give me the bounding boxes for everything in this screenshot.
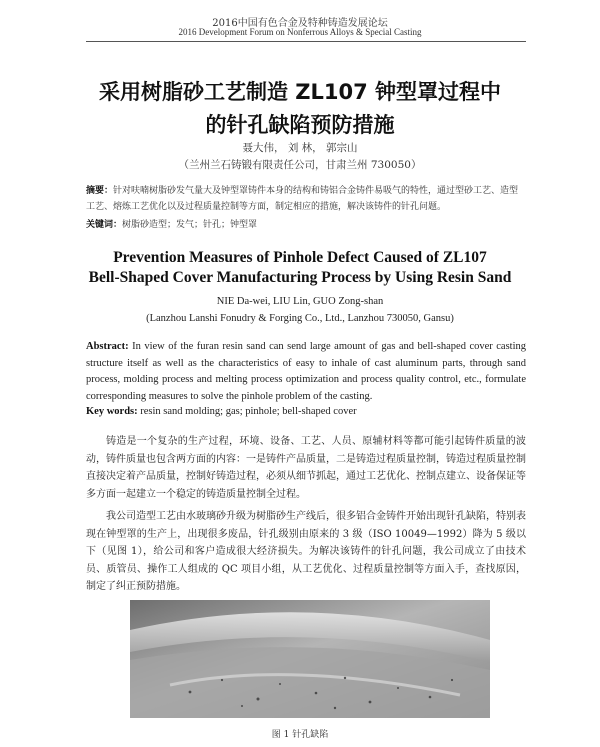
figure-caption: 图 1 针孔缺陷 <box>271 730 329 740</box>
cn-title-line2: 的针孔缺陷预防措施 <box>205 113 395 137</box>
en-abstract <box>86 339 526 405</box>
running-header-cn: 2016中国有色合金及特种铸造发展论坛 <box>212 18 388 29</box>
cn-abstract <box>86 183 526 215</box>
cn-keywords <box>86 217 526 230</box>
cn-abstract-text: 针对呋喃树脂砂发气量大及钟型罩铸件本身的结构和铸铝合金铸件易吸气的特性，通过型砂工艺、造型工艺、熔炼工艺优化以及过程质量控制等方面，制定相应的措施，解决该铸件的针孔问题。 <box>86 186 519 212</box>
en-authors: NIE Da-wei, LIU Lin, GUO Zong-shan <box>216 296 384 307</box>
cn-affiliation: （兰州兰石铸锻有限责任公司，甘肃兰州 730050） <box>178 159 422 171</box>
en-title-line1: Prevention Measures of Pinhole Defect Caused of ZL107 <box>113 249 487 266</box>
en-keywords-text: resin sand molding; gas; pinhole; bell-shaped cover <box>140 406 357 417</box>
cn-authors: 聂大伟， 刘 林， 郭宗山 <box>242 142 358 154</box>
cn-title-line1: 采用树脂砂工艺制造 ZL107 钟型罩过程中 <box>98 80 502 104</box>
header-rule <box>86 41 526 42</box>
body-paragraph-2: 我公司造型工艺由水玻璃砂升级为树脂砂生产线后，很多铝合金铸件开始出现针孔缺陷，特别表现在钟型罩的生产上，出现很多废品，针孔级别由原来的 3 级（ISO 10049—1992）降为 5 级以下（见图 1），给公司和客户造成很大经济损失。为解决该铸件的针孔问题，我公司成立了由技术员、质管员、操作工人组成的 QC 项目小组，从工艺优化、过程质量控制等方面入手，查找原因，制定了纠正预防措施。 <box>86 511 526 593</box>
en-abstract-label: Abstract: <box>86 341 129 352</box>
en-abstract-text: In view of the furan resin sand can send large amount of gas and bell-shaped cover casting structure itself as well as the characteristics of easy to inhale of cast aluminum parts, through sand process, molding process and melting process optimization and process quality control, etc., formulate corresponding measures to solve the pinhole problem of the casting. <box>86 341 526 402</box>
en-keywords-label: Key words: <box>86 406 138 417</box>
body-paragraph-1: 铸造是一个复杂的生产过程，环境、设备、工艺、人员、原辅材料等都可能引起铸件质量的波动，铸件质量也包含两方面的内容：一是铸件产品质量，二是铸造过程质量控制，铸造过程质量控制直接决定着产品质量，控制好铸造过程，必须从细节抓起，通过工艺优化、控制点建立、设备保证等多方面一起建立一个稳定的铸造质量控制全过程。 <box>86 436 526 500</box>
pinhole-photo-illustration <box>130 600 490 718</box>
cn-abstract-label: 摘要： <box>86 186 114 196</box>
running-header-en: 2016 Development Forum on Nonferrous Alloys & Special Casting <box>178 27 422 37</box>
en-title-line2: Bell-Shaped Cover Manufacturing Process by Using Resin Sand <box>88 269 512 286</box>
figure-pinhole-photo <box>130 600 490 718</box>
cn-keywords-text: 树脂砂造型；发气；针孔；钟型罩 <box>122 220 258 230</box>
cn-keywords-label: 关键词： <box>86 220 123 230</box>
en-keywords <box>86 406 526 417</box>
en-affiliation: (Lanzhou Lanshi Fonudry & Forging Co., Ltd., Lanzhou 730050, Gansu) <box>146 313 454 324</box>
